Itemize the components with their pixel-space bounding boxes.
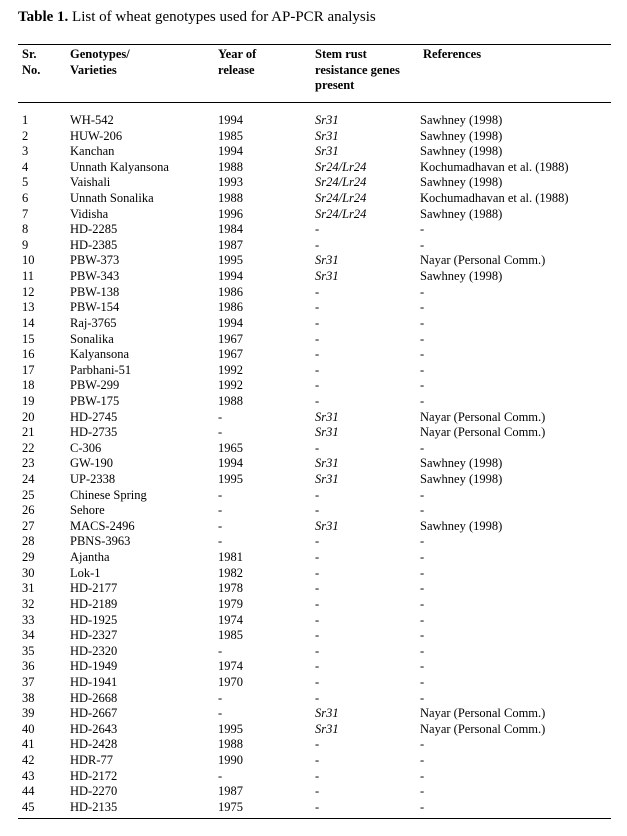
cell-resistance-gene: -	[315, 550, 320, 565]
cell-resistance-gene: -	[315, 596, 320, 611]
table-row	[0, 222, 627, 238]
table-row	[0, 129, 627, 145]
cell-reference: -	[420, 768, 425, 783]
cell-sr-no: 22	[22, 440, 35, 455]
cell-reference: Sawhney (1988)	[420, 206, 503, 221]
table-caption-text: List of wheat genotypes used for AP-PCR analysis	[68, 9, 376, 25]
cell-reference: Sawhney (1998)	[420, 269, 503, 284]
table-bottom-rule	[18, 818, 611, 819]
table-row	[0, 378, 627, 394]
table-row	[0, 519, 627, 535]
table-row	[0, 456, 627, 472]
cell-reference: -	[420, 487, 425, 502]
cell-year: 1994	[218, 456, 243, 471]
cell-resistance-gene: -	[315, 581, 320, 596]
cell-sr-no: 43	[22, 768, 35, 783]
cell-genotype: HD-2270	[70, 784, 118, 799]
cell-reference: -	[420, 347, 425, 362]
cell-year: 1988	[218, 191, 243, 206]
table-caption	[18, 9, 376, 26]
cell-year: -	[218, 690, 223, 705]
cell-genotype: HD-1949	[70, 659, 118, 674]
cell-year: 1988	[218, 737, 243, 752]
cell-year: -	[218, 706, 223, 721]
table-row	[0, 581, 627, 597]
cell-resistance-gene: -	[315, 690, 320, 705]
cell-sr-no: 15	[22, 331, 35, 346]
cell-genotype: Chinese Spring	[70, 487, 147, 502]
cell-resistance-gene: -	[315, 612, 320, 627]
cell-year: -	[218, 409, 223, 424]
cell-reference: -	[420, 643, 425, 658]
cell-reference: -	[420, 784, 425, 799]
cell-year: 1986	[218, 300, 243, 315]
cell-reference: -	[420, 393, 425, 408]
cell-sr-no: 38	[22, 690, 35, 705]
cell-sr-no: 28	[22, 534, 35, 549]
cell-genotype: PBNS-3963	[70, 534, 131, 549]
table-row	[0, 425, 627, 441]
table-caption-label: Table 1.	[18, 9, 69, 25]
cell-year: 1967	[218, 331, 243, 346]
cell-resistance-gene: Sr31	[315, 269, 339, 284]
cell-reference: -	[420, 284, 425, 299]
cell-sr-no: 3	[22, 144, 29, 159]
cell-resistance-gene: -	[315, 737, 320, 752]
cell-genotype: Parbhani-51	[70, 362, 132, 377]
cell-reference: -	[420, 362, 425, 377]
cell-sr-no: 25	[22, 487, 35, 502]
cell-genotype: HD-2385	[70, 237, 118, 252]
cell-sr-no: 6	[22, 191, 29, 206]
cell-year: 1995	[218, 721, 243, 736]
cell-reference: -	[420, 550, 425, 565]
cell-genotype: PBW-343	[70, 269, 120, 284]
table-row	[0, 238, 627, 254]
cell-resistance-gene: Sr31	[315, 425, 339, 440]
cell-year: 1978	[218, 581, 243, 596]
cell-genotype: WH-542	[70, 113, 114, 127]
cell-sr-no: 14	[22, 315, 35, 330]
table-row	[0, 691, 627, 707]
cell-resistance-gene: -	[315, 799, 320, 814]
cell-resistance-gene: -	[315, 487, 320, 502]
table-row	[0, 316, 627, 332]
table-row	[0, 191, 627, 207]
table-row	[0, 472, 627, 488]
cell-resistance-gene: -	[315, 503, 320, 518]
cell-sr-no: 5	[22, 175, 29, 190]
cell-genotype: PBW-154	[70, 300, 120, 315]
cell-year: 1982	[218, 565, 243, 580]
cell-reference: -	[420, 315, 425, 330]
cell-resistance-gene: Sr31	[315, 472, 339, 487]
cell-reference: Sawhney (1998)	[420, 113, 503, 127]
cell-resistance-gene: -	[315, 378, 320, 393]
cell-reference: -	[420, 752, 425, 767]
cell-resistance-gene: -	[315, 393, 320, 408]
cell-reference: -	[420, 378, 425, 393]
cell-reference: Nayar (Personal Comm.)	[420, 409, 546, 424]
table-row	[0, 675, 627, 691]
cell-sr-no: 11	[22, 269, 35, 284]
cell-resistance-gene: -	[315, 628, 320, 643]
table-row	[0, 332, 627, 348]
cell-resistance-gene: -	[315, 784, 320, 799]
cell-genotype: C-306	[70, 440, 102, 455]
table-row	[0, 644, 627, 660]
table-row	[0, 394, 627, 410]
cell-reference: -	[420, 503, 425, 518]
cell-resistance-gene: -	[315, 300, 320, 315]
cell-genotype: HDR-77	[70, 752, 114, 767]
cell-genotype: HD-2745	[70, 409, 118, 424]
table-row	[0, 613, 627, 629]
cell-genotype: PBW-175	[70, 393, 120, 408]
cell-reference: Nayar (Personal Comm.)	[420, 721, 546, 736]
cell-genotype: HD-2189	[70, 596, 118, 611]
table-row	[0, 503, 627, 519]
table-row	[0, 207, 627, 223]
cell-resistance-gene: -	[315, 237, 320, 252]
cell-sr-no: 20	[22, 409, 35, 424]
cell-year: 1995	[218, 472, 243, 487]
cell-genotype: HD-2735	[70, 425, 118, 440]
cell-year: -	[218, 425, 223, 440]
cell-reference: Sawhney (1998)	[420, 175, 503, 190]
cell-reference: Nayar (Personal Comm.)	[420, 253, 546, 268]
cell-resistance-gene: -	[315, 565, 320, 580]
cell-genotype: Vidisha	[70, 206, 109, 221]
cell-resistance-gene: Sr24/Lr24	[315, 159, 367, 174]
cell-year: 1974	[218, 659, 243, 674]
cell-year: -	[218, 643, 223, 658]
cell-resistance-gene: -	[315, 222, 320, 237]
table-row	[0, 659, 627, 675]
header-sr-line: Sr.	[22, 47, 37, 61]
cell-genotype: HD-2428	[70, 737, 118, 752]
cell-year: 1967	[218, 347, 243, 362]
cell-reference: -	[420, 440, 425, 455]
cell-reference: -	[420, 612, 425, 627]
table-row	[0, 300, 627, 316]
table-top-rule	[18, 44, 611, 45]
cell-genotype: HD-2177	[70, 581, 118, 596]
cell-sr-no: 39	[22, 706, 35, 721]
table-row	[0, 769, 627, 785]
table-row	[0, 706, 627, 722]
cell-year: 1994	[218, 144, 243, 159]
table-row	[0, 441, 627, 457]
cell-year: 1974	[218, 612, 243, 627]
cell-year: 1988	[218, 159, 243, 174]
cell-reference: Sawhney (1998)	[420, 144, 503, 159]
cell-sr-no: 26	[22, 503, 35, 518]
cell-genotype: Unnath Kalyansona	[70, 159, 169, 174]
cell-resistance-gene: -	[315, 534, 320, 549]
cell-resistance-gene: Sr31	[315, 113, 339, 127]
cell-year: 1992	[218, 378, 243, 393]
cell-sr-no: 12	[22, 284, 35, 299]
cell-genotype: PBW-138	[70, 284, 120, 299]
table-row	[0, 784, 627, 800]
header-stem-rust-genes	[315, 47, 400, 94]
cell-genotype: HD-2135	[70, 799, 118, 814]
cell-resistance-gene: -	[315, 331, 320, 346]
cell-sr-no: 24	[22, 472, 35, 487]
cell-sr-no: 10	[22, 253, 35, 268]
cell-sr-no: 40	[22, 721, 35, 736]
header-gene-line: resistance genes	[315, 62, 400, 77]
table-row	[0, 737, 627, 753]
cell-resistance-gene: Sr31	[315, 253, 339, 268]
cell-resistance-gene: -	[315, 643, 320, 658]
cell-reference: -	[420, 737, 425, 752]
cell-sr-no: 44	[22, 784, 35, 799]
table-row	[0, 753, 627, 769]
cell-resistance-gene: -	[315, 440, 320, 455]
cell-resistance-gene: Sr31	[315, 144, 339, 159]
cell-resistance-gene: -	[315, 674, 320, 689]
cell-resistance-gene: Sr24/Lr24	[315, 206, 367, 221]
cell-year: -	[218, 768, 223, 783]
cell-genotype: GW-190	[70, 456, 114, 471]
cell-genotype: HD-2285	[70, 222, 118, 237]
cell-year: -	[218, 518, 223, 533]
cell-genotype: HD-2327	[70, 628, 118, 643]
table-row	[0, 410, 627, 426]
cell-year: 1975	[218, 799, 243, 814]
cell-year: 1994	[218, 315, 243, 330]
cell-sr-no: 34	[22, 628, 35, 643]
cell-sr-no: 7	[22, 206, 29, 221]
table-row	[0, 347, 627, 363]
table-row	[0, 597, 627, 613]
cell-sr-no: 27	[22, 518, 35, 533]
table-row	[0, 113, 627, 129]
cell-sr-no: 33	[22, 612, 35, 627]
cell-sr-no: 21	[22, 425, 35, 440]
table-body	[0, 113, 627, 815]
cell-resistance-gene: -	[315, 768, 320, 783]
cell-resistance-gene: Sr31	[315, 518, 339, 533]
cell-sr-no: 41	[22, 737, 35, 752]
cell-reference: -	[420, 565, 425, 580]
header-gene-line: Stem rust	[315, 47, 367, 61]
cell-reference: Sawhney (1998)	[420, 456, 503, 471]
cell-resistance-gene: Sr24/Lr24	[315, 175, 367, 190]
cell-reference: -	[420, 628, 425, 643]
cell-year: 1985	[218, 128, 243, 143]
cell-genotype: HD-1941	[70, 674, 118, 689]
cell-genotype: Kanchan	[70, 144, 115, 159]
cell-year: 1987	[218, 784, 243, 799]
cell-year: 1993	[218, 175, 243, 190]
cell-sr-no: 23	[22, 456, 35, 471]
table-row	[0, 722, 627, 738]
cell-resistance-gene: Sr31	[315, 721, 339, 736]
table-row	[0, 285, 627, 301]
cell-reference: -	[420, 799, 425, 814]
header-genotypes-line: Genotypes/	[70, 47, 130, 61]
cell-year: -	[218, 534, 223, 549]
cell-resistance-gene: -	[315, 752, 320, 767]
cell-reference: Nayar (Personal Comm.)	[420, 425, 546, 440]
cell-reference: -	[420, 596, 425, 611]
table-row	[0, 144, 627, 160]
cell-sr-no: 4	[22, 159, 29, 174]
cell-resistance-gene: -	[315, 659, 320, 674]
cell-sr-no: 8	[22, 222, 29, 237]
cell-genotype: HD-2320	[70, 643, 118, 658]
cell-genotype: Ajantha	[70, 550, 110, 565]
cell-reference: -	[420, 300, 425, 315]
header-sr-line: No.	[22, 62, 41, 77]
cell-genotype: Lok-1	[70, 565, 101, 580]
header-gene-line: present	[315, 78, 355, 92]
table-row	[0, 550, 627, 566]
cell-sr-no: 19	[22, 393, 35, 408]
cell-genotype: Vaishali	[70, 175, 111, 190]
cell-resistance-gene: Sr31	[315, 456, 339, 471]
cell-year: 1984	[218, 222, 243, 237]
header-sr-no	[22, 47, 40, 78]
table-row	[0, 175, 627, 191]
cell-genotype: PBW-373	[70, 253, 120, 268]
cell-sr-no: 29	[22, 550, 35, 565]
cell-genotype: Kalyansona	[70, 347, 130, 362]
cell-reference: -	[420, 331, 425, 346]
cell-year: 1990	[218, 752, 243, 767]
table-row	[0, 800, 627, 816]
cell-genotype: MACS-2496	[70, 518, 135, 533]
cell-reference: Sawhney (1998)	[420, 472, 503, 487]
cell-sr-no: 36	[22, 659, 35, 674]
cell-reference: -	[420, 581, 425, 596]
header-year-of-release	[218, 47, 256, 78]
cell-sr-no: 45	[22, 799, 35, 814]
cell-sr-no: 16	[22, 347, 35, 362]
cell-resistance-gene: Sr31	[315, 706, 339, 721]
cell-sr-no: 9	[22, 237, 29, 252]
cell-reference: -	[420, 237, 425, 252]
cell-resistance-gene: -	[315, 284, 320, 299]
table-row	[0, 534, 627, 550]
cell-sr-no: 37	[22, 674, 35, 689]
cell-reference: Kochumadhavan et al. (1988)	[420, 191, 569, 206]
cell-year: 1979	[218, 596, 243, 611]
table-row	[0, 160, 627, 176]
cell-year: 1994	[218, 269, 243, 284]
table-header-rule	[18, 102, 611, 103]
cell-year: 1994	[218, 113, 243, 127]
cell-resistance-gene: Sr31	[315, 409, 339, 424]
cell-genotype: HD-2668	[70, 690, 118, 705]
cell-year: 1996	[218, 206, 243, 221]
cell-resistance-gene: -	[315, 315, 320, 330]
table-row	[0, 488, 627, 504]
cell-reference: -	[420, 222, 425, 237]
cell-sr-no: 35	[22, 643, 35, 658]
cell-year: 1986	[218, 284, 243, 299]
cell-genotype: HD-2667	[70, 706, 118, 721]
cell-sr-no: 30	[22, 565, 35, 580]
cell-genotype: HD-2172	[70, 768, 118, 783]
cell-year: 1992	[218, 362, 243, 377]
cell-reference: Sawhney (1998)	[420, 128, 503, 143]
cell-sr-no: 13	[22, 300, 35, 315]
cell-reference: Sawhney (1998)	[420, 518, 503, 533]
cell-reference: -	[420, 659, 425, 674]
cell-year: 1987	[218, 237, 243, 252]
cell-year: -	[218, 503, 223, 518]
cell-resistance-gene: Sr24/Lr24	[315, 191, 367, 206]
cell-resistance-gene: -	[315, 347, 320, 362]
cell-year: 1995	[218, 253, 243, 268]
cell-genotype: Unnath Sonalika	[70, 191, 154, 206]
table-row	[0, 253, 627, 269]
table-row	[0, 363, 627, 379]
cell-resistance-gene: -	[315, 362, 320, 377]
cell-sr-no: 1	[22, 113, 29, 127]
cell-genotype: Sehore	[70, 503, 105, 518]
cell-genotype: UP-2338	[70, 472, 116, 487]
cell-sr-no: 2	[22, 128, 29, 143]
cell-year: 1970	[218, 674, 243, 689]
header-genotypes-line: Varieties	[70, 62, 117, 77]
cell-resistance-gene: Sr31	[315, 128, 339, 143]
cell-reference: -	[420, 534, 425, 549]
cell-genotype: PBW-299	[70, 378, 120, 393]
cell-reference: -	[420, 674, 425, 689]
cell-reference: Nayar (Personal Comm.)	[420, 706, 546, 721]
table-row	[0, 628, 627, 644]
cell-reference: -	[420, 690, 425, 705]
cell-sr-no: 31	[22, 581, 35, 596]
cell-sr-no: 42	[22, 752, 35, 767]
table-row	[0, 566, 627, 582]
cell-year: -	[218, 487, 223, 502]
cell-genotype: HUW-206	[70, 128, 123, 143]
cell-genotype: Raj-3765	[70, 315, 117, 330]
cell-year: 1988	[218, 393, 243, 408]
cell-genotype: HD-2643	[70, 721, 118, 736]
header-year-line: Year of	[218, 47, 257, 61]
cell-sr-no: 18	[22, 378, 35, 393]
header-ref-line: References	[423, 47, 482, 61]
header-references	[423, 47, 481, 63]
cell-year: 1965	[218, 440, 243, 455]
cell-genotype: HD-1925	[70, 612, 118, 627]
header-genotypes	[70, 47, 130, 78]
cell-sr-no: 17	[22, 362, 35, 377]
cell-year: 1981	[218, 550, 243, 565]
cell-reference: Kochumadhavan et al. (1988)	[420, 159, 569, 174]
cell-year: 1985	[218, 628, 243, 643]
cell-genotype: Sonalika	[70, 331, 114, 346]
table-row	[0, 269, 627, 285]
cell-sr-no: 32	[22, 596, 35, 611]
header-year-line: release	[218, 62, 255, 77]
